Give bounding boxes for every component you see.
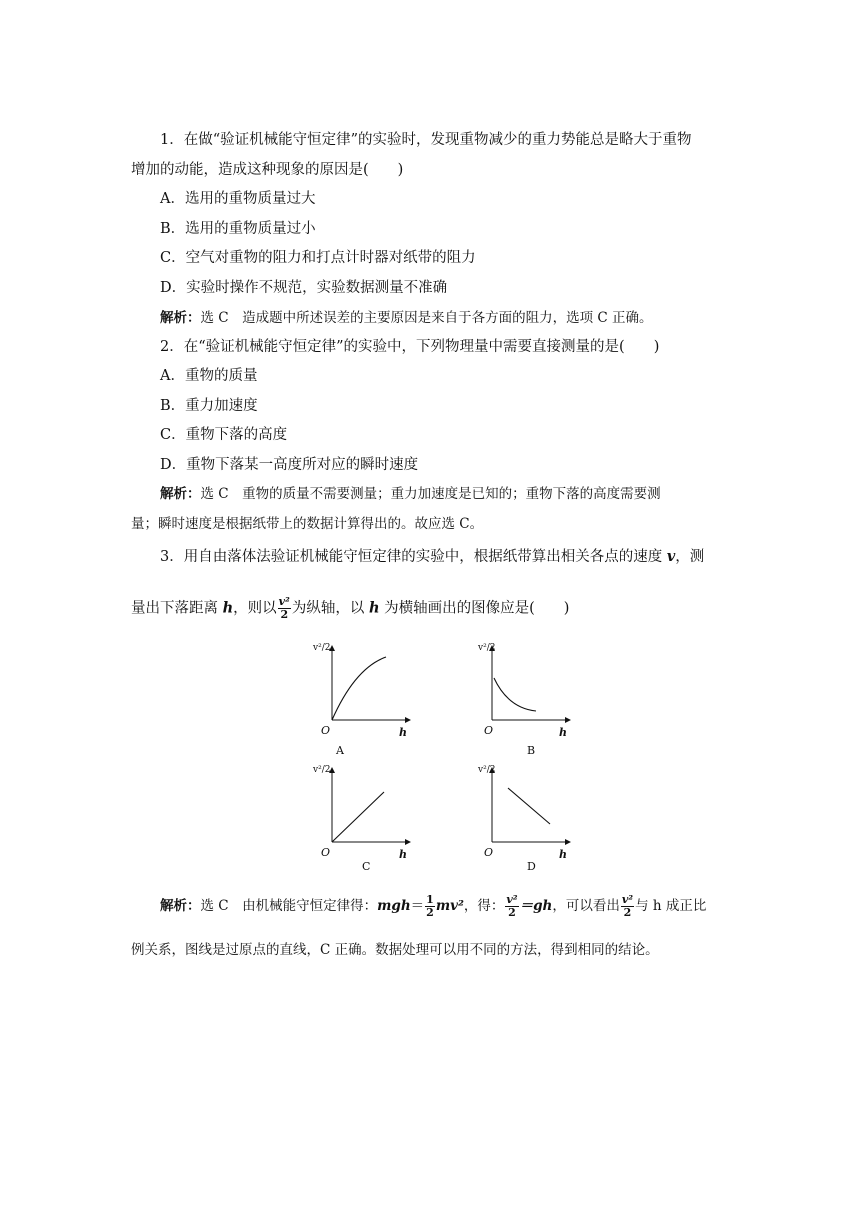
q3-stem-line1 xyxy=(160,547,704,567)
graph-b-ylabel: v²/2 xyxy=(478,643,496,653)
var-h: h xyxy=(368,599,380,617)
q1-option-b: B．选用的重物质量过小 xyxy=(160,221,316,237)
graph-c-label: C xyxy=(362,860,371,873)
graph-d-ylabel: v²/2 xyxy=(478,765,496,775)
var-h: h xyxy=(222,599,234,617)
q3-analysis-line1: 解析：选 C 由机械能守恒定律得：mgh＝ $\frac{1}{2}$ mv²，得： $\frac{\text{v²}}{2}$ ＝gh，可以看出 $\frac{\text{v²}}{2}$ 与 h 成正比 xyxy=(160,893,707,919)
graph-a-origin: O xyxy=(321,724,331,737)
graph-c-ylabel: v²/2 xyxy=(313,765,331,775)
graph-d-origin: O xyxy=(484,846,494,859)
fraction-v2-over-2: $\frac{\text{v²}}{2}$ xyxy=(621,893,634,919)
q1-stem-line2: 增加的动能，造成这种现象的原因是( ) xyxy=(131,162,404,178)
q2-analysis-line2: 量；瞬时速度是根据纸带上的数据计算得出的。故应选 C。 xyxy=(131,516,484,532)
q2-analysis-text: 选 C 重物的质量不需要测量；重力加速度是已知的；重物下落的高度需要测 xyxy=(200,486,661,502)
option-graphs xyxy=(300,640,600,880)
graph-d-xlabel: h xyxy=(559,848,567,861)
graph-c-xlabel: h xyxy=(399,848,407,861)
graph-c-origin: O xyxy=(321,846,331,859)
q2-option-c: C．重物下落的高度 xyxy=(160,427,288,443)
graph-b-origin: O xyxy=(484,724,494,737)
graph-d-label: D xyxy=(527,860,536,873)
eq-gh: ＝gh xyxy=(519,898,553,914)
q2-option-b: B．重力加速度 xyxy=(160,398,258,414)
graph-b-xlabel: h xyxy=(559,726,567,739)
q1-stem-line1: 1．在做“验证机械能守恒定律”的实验时，发现重物减少的重力势能总是略大于重物 xyxy=(160,132,692,148)
fraction-v2-over-2: $\frac{\text{v²}}{2}$ xyxy=(506,893,518,919)
q3-stem-text: 3．用自由落体法验证机械能守恒定律的实验中，根据纸带算出相关各点的速度 xyxy=(160,549,667,565)
graph-a xyxy=(332,646,410,720)
q3-stem-end: ，测 xyxy=(675,549,705,565)
q3-stem-d: 为横轴画出的图像应是( ) xyxy=(379,600,570,617)
q3-analysis-line2: 例关系，图线是过原点的直线，C 正确。数据处理可以用不同的方法，得到相同的结论。 xyxy=(131,942,659,958)
fraction-1-over-2: $\frac{1}{2}$ xyxy=(426,893,434,919)
q1-analysis-text: 选 C 造成题中所述误差的主要原因是来自于各方面的阻力，选项 C 正确。 xyxy=(200,310,653,326)
fraction-v2-over-2: $\frac{\text{v²}}{2}$ xyxy=(278,595,290,621)
q3-stem-line2 xyxy=(131,596,569,621)
q2-stem: 2．在“验证机械能守恒定律”的实验中，下列物理量中需要直接测量的是( ) xyxy=(160,339,660,355)
analysis-label: 解析： xyxy=(160,486,201,502)
q1-option-d: D．实验时操作不规范，实验数据测量不准确 xyxy=(160,280,448,296)
graph-b-label: B xyxy=(527,744,536,757)
analysis-label: 解析： xyxy=(160,310,201,326)
q1-option-a: A．选用的重物质量过大 xyxy=(160,191,316,207)
eq-mgh: mgh xyxy=(377,898,411,914)
graph-a-label: A xyxy=(336,744,344,757)
q2-option-d: D．重物下落某一高度所对应的瞬时速度 xyxy=(160,457,419,473)
var-v: v xyxy=(666,548,676,565)
q3-stem-c: 为纵轴，以 xyxy=(291,600,369,617)
q1-analysis xyxy=(160,308,653,328)
analysis-label: 解析： xyxy=(160,898,201,914)
graph-a-xlabel: h xyxy=(399,726,407,739)
graph-a-ylabel: v²/2 xyxy=(313,643,331,653)
q3-analysis-a: 选 C 由机械能守恒定律得： xyxy=(200,898,378,914)
q1-option-c: C．空气对重物的阻力和打点计时器对纸带的阻力 xyxy=(160,250,476,266)
eq-mv2: mv² xyxy=(435,898,464,914)
graph-b xyxy=(492,646,570,720)
graph-d xyxy=(492,768,570,842)
q3-stem-a: 量出下落距离 xyxy=(131,600,223,617)
q2-option-a: A．重物的质量 xyxy=(160,368,258,384)
q2-analysis-line1 xyxy=(160,484,661,504)
q3-stem-b: ，则以 xyxy=(233,600,277,617)
graph-c xyxy=(332,768,410,842)
